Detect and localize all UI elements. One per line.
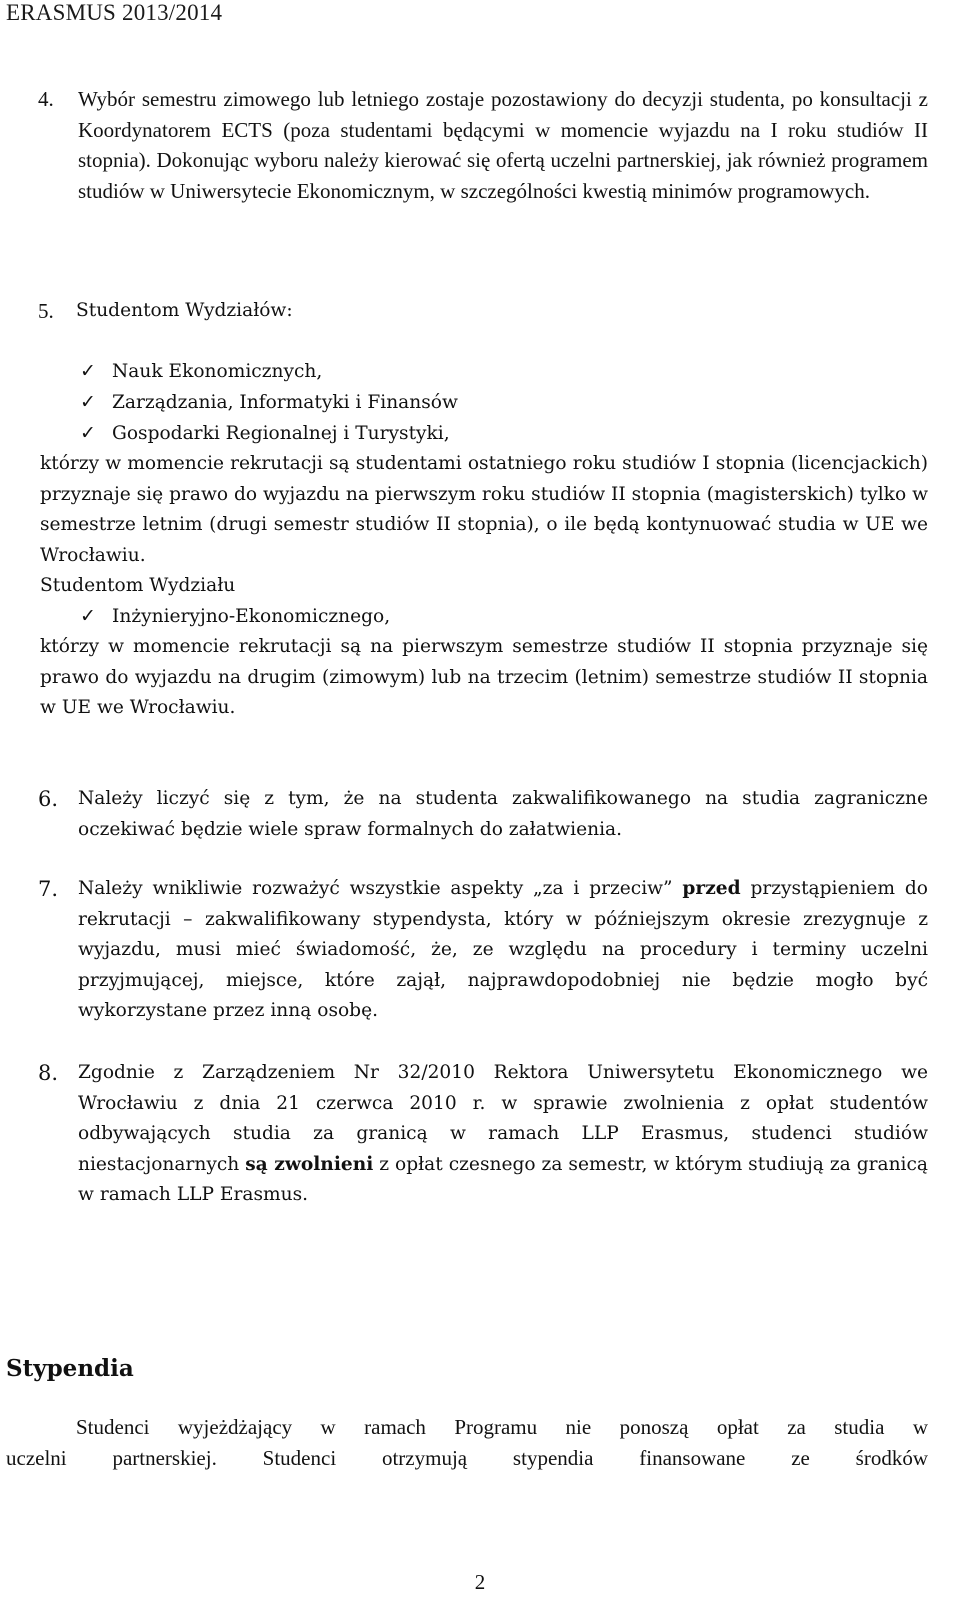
item-8-text-after: z opłat czesnego za semestr, w którym studiują za granicą w ramach LLP Erasmus. xyxy=(78,1153,928,1206)
checkmark-icon: ✓ xyxy=(80,391,96,413)
page-number: 2 xyxy=(474,1570,486,1594)
item-8-bold: są zwolnieni xyxy=(245,1153,374,1175)
faculty-label: Gospodarki Regionalnej i Turystyki, xyxy=(112,423,450,444)
stypendia-line-2: uczelni partnerskiej. Studenci otrzymują stypendia finansowane ze środków xyxy=(6,1445,928,1470)
item-5-intro-2: Studentom Wydziału xyxy=(40,575,236,596)
item-8-number: 8. xyxy=(38,1061,59,1085)
item-5-intro: Studentom Wydziałów: xyxy=(76,300,293,321)
faculty-list-item xyxy=(80,356,322,386)
section-heading-stypendia: Stypendia xyxy=(6,1355,134,1382)
document-header: ERASMUS 2013/2014 xyxy=(6,0,223,25)
item-7-bold: przed xyxy=(682,878,741,899)
checkmark-icon: ✓ xyxy=(80,360,96,382)
item-5-number: 5. xyxy=(38,299,54,323)
item-8-text-before: Zgodnie z Zarządzeniem Nr 32/2010 Rektora Uniwersytetu Ekonomicznego we Wrocławiu z dnia 21 czerwca 2010 r. w sprawie zwolnienia z opłat studentów odbywających studia za granicą w ramach LLP Erasmus, studenci studiów niestacjonarnych xyxy=(78,1062,928,1175)
faculty-list-item xyxy=(80,601,390,631)
faculty-list-item xyxy=(80,418,450,448)
checkmark-icon: ✓ xyxy=(80,422,96,444)
checkmark-icon: ✓ xyxy=(80,605,96,627)
item-6-text: Należy liczyć się z tym, że na studenta zakwalifikowanego na studia zagraniczne oczekiwać będzie wiele spraw formalnych do załatwienia. xyxy=(78,788,928,840)
item-8-text xyxy=(78,1058,928,1211)
item-5-paragraph-1: którzy w momencie rekrutacji są studentami ostatniego roku studiów I stopnia (licencjackich) przyznaje się prawo do wyjazdu na pierwszym roku studiów II stopnia (magisterskich) tylko w semestrze letnim (drugi semestr studiów II stopnia), o ile będą kontynuować studia w UE we Wrocławiu. xyxy=(40,453,928,566)
item-5-paragraph-2: którzy w momencie rekrutacji są na pierwszym semestrze studiów II stopnia przyznaje się prawo do wyjazdu na drugim (zimowym) lub na trzecim (letnim) semestrze studiów II stopnia w UE we Wrocławiu. xyxy=(40,636,928,719)
item-4-number: 4. xyxy=(38,87,54,111)
faculty-label: Nauk Ekonomicznych, xyxy=(112,361,323,382)
faculty-list-item xyxy=(80,387,458,417)
faculty-label: Inżynieryjno-Ekonomicznego, xyxy=(112,606,391,627)
item-7-number: 7. xyxy=(38,877,59,901)
item-6-number: 6. xyxy=(38,787,59,811)
faculty-label: Zarządzania, Informatyki i Finansów xyxy=(112,392,458,413)
item-7-text xyxy=(78,874,928,1027)
item-7-text-after: przystąpieniem do rekrutacji – zakwalifikowany stypendysta, który w późniejszym okresie zrezygnuje z wyjazdu, musi mieć świadomość, że, ze względu na procedury i terminy uczelni przyjmującej, miejsce, które zajął, najprawdopodobniej nie będzie mogło być wykorzystane przez inną osobę. xyxy=(78,878,928,1022)
item-4-text: Wybór semestru zimowego lub letniego zostaje pozostawiony do decyzji studenta, po konsultacji z Koordynatorem ECTS (poza studentami będącymi w momencie wyjazdu na I roku studiów II stopnia). Dokonując wyboru należy kierować się ofertą uczelni partnerskiej, jak również programem studiów w Uniwersytecie Ekonomicznym, w szczególności kwestią minimów programowych. xyxy=(78,87,928,203)
stypendia-paragraph xyxy=(6,1412,928,1473)
stypendia-line-1: Studenci wyjeżdżający w ramach Programu nie ponoszą opłat za studia w xyxy=(76,1415,928,1439)
item-7-text-before: Należy wnikliwie rozważyć wszystkie aspekty „za i przeciw” xyxy=(78,878,683,899)
